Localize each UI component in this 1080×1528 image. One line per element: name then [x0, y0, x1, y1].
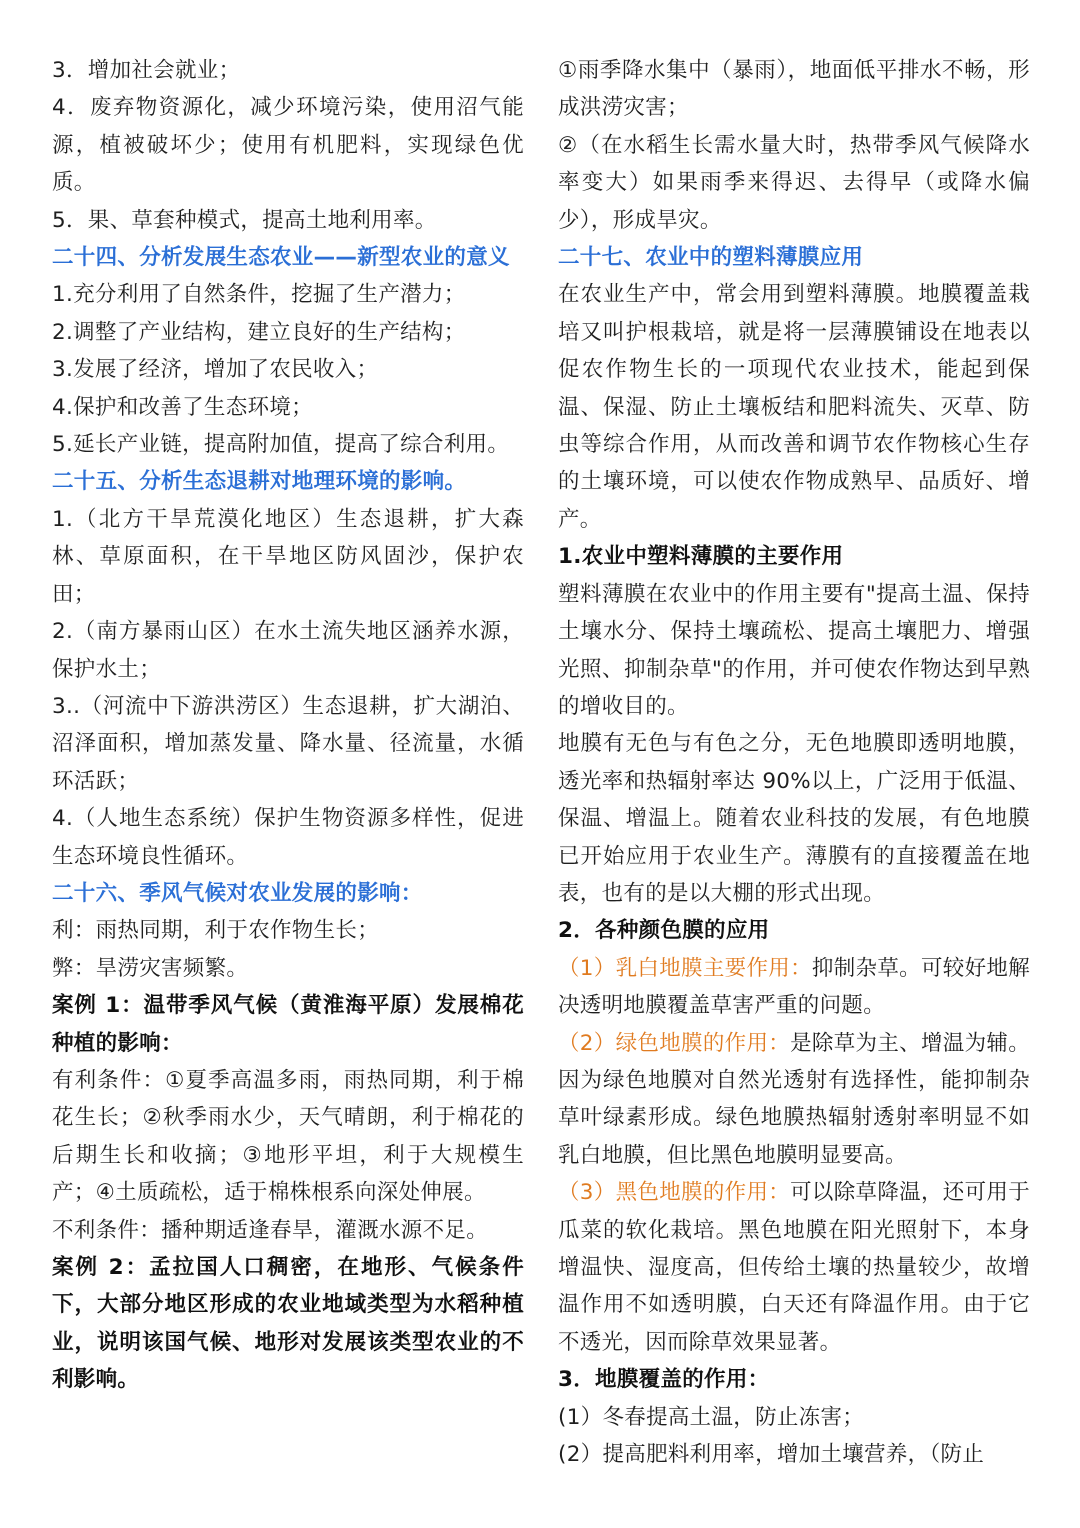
section-27-intro: 在农业生产中，常会用到塑料薄膜。地膜覆盖栽培又叫护根栽培，就是将一层薄膜铺设在地表以促农作物生长的一项现代农业技术，能起到保温、保湿、防止土壤板结和肥料流失、灭草、防虫等综合作用，从而改善和调节农作物核心生存的土壤环境，可以使农作物成熟早、品质好、增产。: [558, 282, 1030, 532]
section-26-heading: 二十六、季风气候对农业发展的影响：: [52, 880, 423, 906]
right-column: [558, 52, 1030, 1473]
section-25-heading: 二十五、分析生态退耕对地理环境的影响。: [52, 469, 467, 495]
subsection-1-para-2: 地膜有无色与有色之分，无色地膜即透明地膜，透光率和热辐射率达 90%以上，广泛用于低温、保温、增温上。随着农业科技的发展，有色地膜已开始应用于农业生产。薄膜有的直接覆盖在地表，也有的是以大棚的形式出现。: [558, 731, 1030, 906]
black-film-label: （3）黑色地膜的作用：: [558, 1180, 791, 1206]
color-film-green: [558, 1025, 1030, 1175]
subsection-2-heading: 2．各种颜色膜的应用: [558, 918, 770, 944]
section-24-point-3: 3.发展了经济，增加了农民收入；: [52, 357, 379, 383]
subsection-1-heading: 1.农业中塑料薄膜的主要作用: [558, 544, 844, 570]
section-26-con: 弊：旱涝灾害频繁。: [52, 955, 249, 981]
color-film-black: [558, 1174, 1030, 1361]
section-25-point-3: 3..（河流中下游洪涝区）生态退耕，扩大湖泊、沼泽面积，增加蒸发量、降水量、径流量，水循环活跃；: [52, 693, 524, 794]
green-film-text: 是除草为主、增温为辅。因为绿色地膜对自然光透射有选择性，能抑制杂草叶绿素形成。绿色地膜热辐射透射率明显不如乳白地膜，但比黑色地膜明显要高。: [558, 1030, 1030, 1168]
item-3: 3．增加社会就业；: [52, 58, 241, 83]
case-1-heading: 案例 1：温带季风气候（黄淮海平原）发展棉花种植的影响：: [52, 993, 524, 1056]
color-film-milky: [558, 950, 1030, 1025]
subsection-3-heading: 3．地膜覆盖的作用：: [558, 1367, 770, 1393]
section-24-point-5: 5.延长产业链，提高附加值，提高了综合利用。: [52, 432, 510, 458]
item-4: 4．废弃物资源化，减少环境污染，使用沼气能源，植被破坏少；使用有机肥料，实现绿色优质。: [52, 95, 524, 196]
case-2-heading: 案例 2：孟拉国人口稠密，在地形、气候条件下，大部分地区形成的农业地域类型为水稻种植业，说明该国气候、地形对发展该类型农业的不利影响。: [52, 1255, 524, 1393]
case-1-advantages: 有利条件：①夏季高温多雨，雨热同期，利于棉花生长；②秋季雨水少，天气晴朗，利于棉花的后期生长和收摘；③地形平坦，利于大规模生产；④土质疏松，适于棉株根系向深处伸展。: [52, 1067, 524, 1206]
case-2-point-2: ②（在水稻生长需水量大时，热带季风气候降水率变大）如果雨季来得迟、去得早（或降水偏少），形成旱灾。: [558, 132, 1030, 233]
section-24-point-2: 2.调整了产业结构，建立良好的生产结构；: [52, 319, 466, 345]
section-24-point-1: 1.充分利用了自然条件，挖掘了生产潜力；: [52, 282, 466, 308]
black-film-text: 可以除草降温，还可用于瓜菜的软化栽培。黑色地膜在阳光照射下，本身增温快、湿度高，但传给土壤的热量较少，故增温作用不如透明膜，白天还有降温作用。由于它不透光，因而除草效果显著。: [558, 1180, 1030, 1355]
subsection-3-point-2: (2）提高肥料利用率，增加土壤营养，（防止: [558, 1442, 985, 1468]
subsection-3-point-1: (1）冬春提高土温，防止冻害；: [558, 1404, 865, 1430]
case-1-disadvantages: 不利条件：播种期适逢春旱，灌溉水源不足。: [52, 1217, 489, 1243]
green-film-label: （2）绿色地膜的作用：: [558, 1030, 791, 1056]
milky-film-label: （1）乳白地膜主要作用：: [558, 955, 812, 981]
section-26-pro: 利：雨热同期，利于农作物生长；: [52, 918, 380, 944]
section-27-heading: 二十七、农业中的塑料薄膜应用: [558, 245, 864, 271]
section-24-heading: 二十四、分析发展生态农业——新型农业的意义: [52, 245, 510, 271]
section-25-point-1: 1.（北方干旱荒漠化地区）生态退耕，扩大森林、草原面积，在干旱地区防风固沙，保护农田；: [52, 506, 524, 607]
section-25-point-2: 2.（南方暴雨山区）在水土流失地区涵养水源，保护水土；: [52, 619, 524, 682]
item-5: 5．果、草套种模式，提高土地利用率。: [52, 207, 437, 233]
milky-film-text: 抑制杂草。可较好地解决透明地膜覆盖草害严重的问题。: [558, 955, 1030, 1019]
subsection-1-para-1: 塑料薄膜在农业中的作用主要有"提高土温、保持土壤水分、保持土壤疏松、提高土壤肥力、增强光照、抑制杂草"的作用，并可使农作物达到早熟的增收目的。: [558, 581, 1030, 719]
left-column: [52, 52, 524, 1399]
section-24-point-4: 4.保护和改善了生态环境；: [52, 394, 313, 420]
case-2-point-1: ①雨季降水集中（暴雨），地面低平排水不畅，形成洪涝灾害；: [558, 58, 1030, 121]
section-25-point-4: 4.（人地生态系统）保护生物资源多样性，促进生态环境良性循环。: [52, 806, 524, 869]
